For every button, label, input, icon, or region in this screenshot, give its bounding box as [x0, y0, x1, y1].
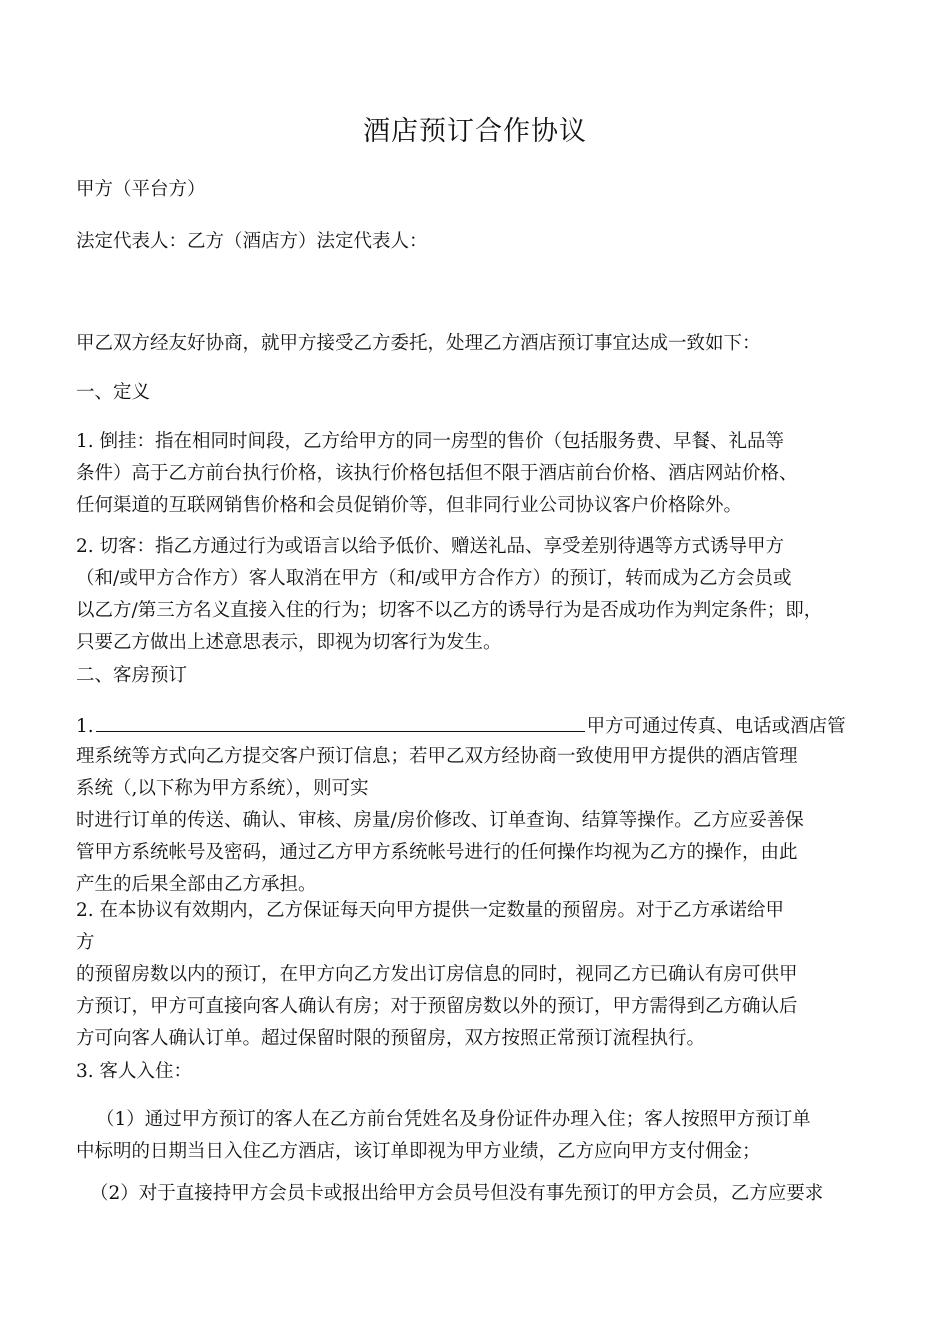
section2-item3-label: 3. 客人入住： [76, 1061, 193, 1082]
paragraph-line: 方可向客人确认订单。超过保留时限的预留房，双方按照正常预订流程执行。 [76, 1028, 706, 1049]
party-a-line: 甲方（平台方） [76, 179, 206, 200]
item1-first-line-tail: 甲方可通过传真、电话或酒店管 [586, 716, 846, 737]
item-number: 1. [76, 716, 94, 737]
paragraph-line: 方预订，甲方可直接向客人确认有房；对于预留房数以外的预订，甲方需得到乙方确认后 [76, 996, 798, 1017]
paragraph-line: 任何渠道的互联网销售价格和会员促销价等，但非同行业公司协议客户价格除外。 [76, 495, 743, 516]
paragraph-line: （2）对于直接持甲方会员卡或报出给甲方会员号但没有事先预订的甲方会员，乙方应要求 [90, 1183, 824, 1204]
paragraph-line: （1）通过甲方预订的客人在乙方前台凭姓名及身份证件办理入住；客人按照甲方预订单 [96, 1109, 811, 1130]
paragraph-line: 理系统等方式向乙方提交客户预订信息；若甲乙双方经协商一致使用甲方提供的酒店管理 [76, 746, 798, 767]
section1-item2 [76, 531, 896, 659]
blank-fill-line [96, 709, 585, 732]
paragraph-line: 时进行订单的传送、确认、审核、房量/房价修改、订单查询、结算等操作。乙方应妥善保 [76, 810, 804, 831]
paragraph-line: 1. 倒挂：指在相同时间段，乙方给甲方的同一房型的售价（包括服务费、早餐、礼品等 [76, 431, 785, 452]
section1-heading: 一、定义 [76, 382, 151, 403]
paragraph-line: 系统（,以下称为甲方系统），则可实 [76, 778, 369, 799]
paragraph-line: 产生的后果全部由乙方承担。 [76, 874, 317, 895]
paragraph-line: 方 [76, 932, 95, 953]
paragraph-line: 管甲方系统帐号及密码，通过乙方甲方系统帐号进行的任何操作均视为乙方的操作，由此 [76, 842, 798, 863]
document-title: 酒店预订合作协议 [363, 116, 587, 147]
paragraph-line: （和/或甲方合作方）客人取消在甲方（和/或甲方合作方）的预订，转而成为乙方会员或 [76, 568, 792, 589]
paragraph-line: 中标明的日期当日入住乙方酒店，该订单即视为甲方业绩，乙方应向甲方支付佣金； [76, 1141, 761, 1162]
paragraph-line: 以乙方/第三方名义直接入住的行为；切客不以乙方的诱导行为是否成功作为判定条件；即， [76, 600, 823, 621]
paragraph-line: 2. 切客：指乙方通过行为或语言以给予低价、赠送礼品、享受差别待遇等方式诱导甲方 [76, 536, 785, 557]
section2-item1 [76, 709, 896, 901]
paragraph-line: 2. 在本协议有效期内，乙方保证每天向甲方提供一定数量的预留房。对于乙方承诺给甲 [76, 900, 785, 921]
intro-paragraph: 甲乙双方经友好协商，就甲方接受乙方委托，处理乙方酒店预订事宜达成一致如下： [76, 333, 761, 354]
section2-item3-sub1 [76, 1104, 916, 1168]
paragraph-line: 的预留房数以内的预订，在甲方向乙方发出订房信息的同时，视同乙方已确认有房可供甲 [76, 964, 798, 985]
paragraph-line: 只要乙方做出上述意思表示，即视为切客行为发生。 [76, 632, 502, 653]
section2-heading: 二、客房预订 [76, 665, 188, 686]
section2-item2 [76, 895, 896, 1055]
section1-item1 [76, 426, 896, 522]
section2-item3-sub2 [76, 1178, 910, 1210]
legal-representatives-line: 法定代表人：乙方（酒店方）法定代表人： [76, 231, 428, 252]
paragraph-line [76, 709, 896, 741]
paragraph-line: 条件）高于乙方前台执行价格，该执行价格包括但不限于酒店前台价格、酒店网站价格、 [76, 463, 798, 484]
